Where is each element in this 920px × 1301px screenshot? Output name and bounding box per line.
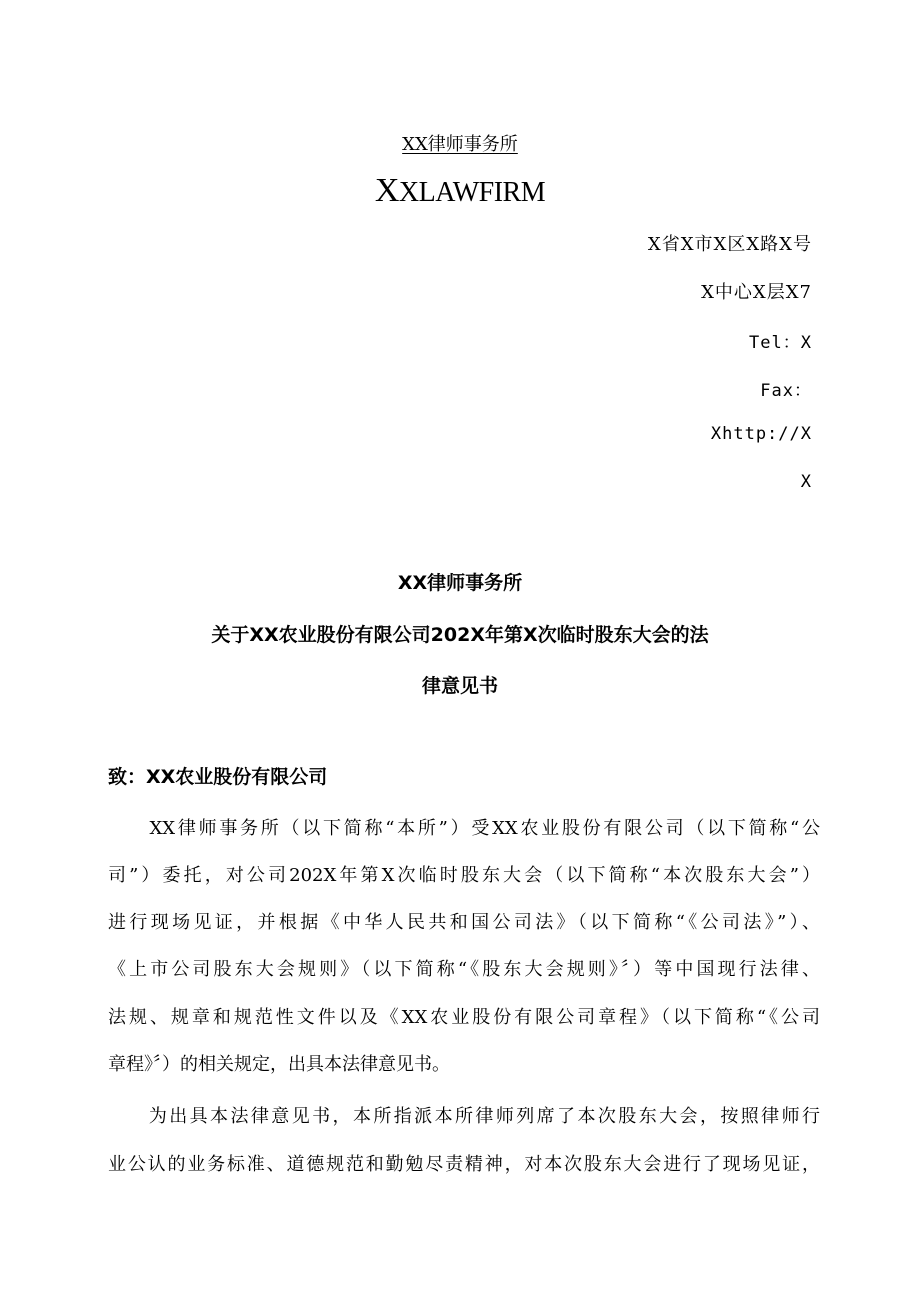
firm-name-en bbox=[0, 172, 920, 210]
paragraph-1-line: XX律师事务所（以下简称“本所”）受XX农业股份有限公司（以下简称“公 bbox=[108, 818, 820, 839]
extra-line: X bbox=[800, 472, 812, 492]
firm-name-en-rest: XLAWFIRM bbox=[398, 177, 546, 208]
doc-title-line-1: XX律师事务所 bbox=[397, 572, 523, 594]
tel-line: Tel：X bbox=[749, 333, 812, 353]
paragraph-1-line: 司”）委托，对公司202X年第X次临时股东大会（以下简称“本次股东大会”） bbox=[108, 865, 820, 886]
web-line: Xhttp://X bbox=[710, 424, 812, 444]
paragraph-1-line: 章程》〞）的相关规定，出具本法律意见书。 bbox=[108, 1054, 450, 1075]
fax-line: Fax： bbox=[760, 381, 812, 401]
paragraph-2-line: 为出具本法律意见书，本所指派本所律师列席了本次股东大会，按照律师行 bbox=[108, 1106, 820, 1127]
address-line-2: X中心X层X7 bbox=[701, 282, 812, 303]
paragraph-2-line: 业公认的业务标准、道德规范和勤勉尽责精神，对本次股东大会进行了现场见证， bbox=[108, 1154, 820, 1175]
firm-name-en-initial: X bbox=[374, 172, 399, 209]
firm-name-cn: XX律师事务所 bbox=[402, 134, 518, 155]
paragraph-1-line: 进行现场见证，并根据《中华人民共和国公司法》（以下简称“《公司法》”）、 bbox=[108, 912, 820, 933]
paragraph-1-line: 法规、规章和规范性文件以及《XX农业股份有限公司章程》（以下简称“《公司 bbox=[108, 1007, 820, 1028]
doc-title-line-2: 关于XX农业股份有限公司202X年第X次临时股东大会的法 bbox=[211, 624, 709, 646]
doc-title-line-3: 律意见书 bbox=[421, 675, 498, 697]
paragraph-1-line: 《上市公司股东大会规则》（以下简称“《股东大会规则》〞）等中国现行法律、 bbox=[108, 959, 820, 980]
address-line-1: X省X市X区X路X号 bbox=[647, 234, 812, 255]
addressee: 致：XX农业股份有限公司 bbox=[108, 766, 328, 788]
